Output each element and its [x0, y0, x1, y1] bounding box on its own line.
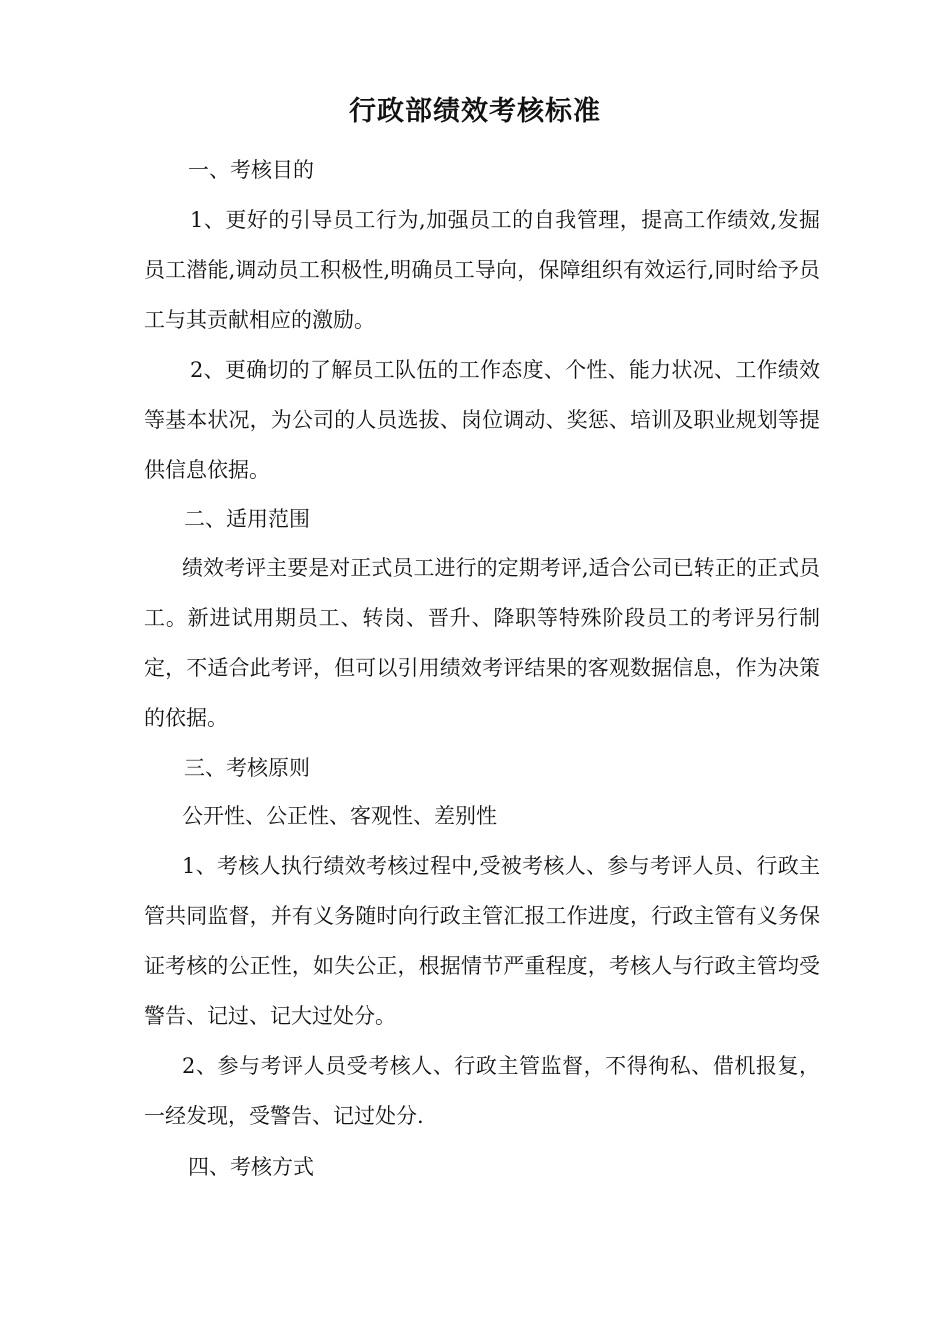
section-heading-method: 四、考核方式 — [188, 1155, 314, 1179]
paragraph-principles-2: 2、参与考评人员受考核人、行政主管监督，不得徇私、借机报复，一经发现，受警告、记过处分. — [144, 1054, 820, 1128]
paragraph-scope-1: 绩效考评主要是对正式员工进行的定期考评,适合公司已转正的正式员工。新进试用期员工、转岗、晋升、降职等特殊阶段员工的考评另行制定，不适合此考评，但可以引用绩效考评结果的客观数据信息，作为决策的依据。 — [144, 556, 820, 730]
paragraph-principles-summary: 公开性、公正性、客观性、差别性 — [182, 804, 497, 828]
paragraph-principles-1: 1、考核人执行绩效考核过程中,受被考核人、参与考评人员、行政主管共同监督，并有义务随时向行政主管汇报工作进度，行政主管有义务保证考核的公正性，如失公正，根据情节严重程度，考核人与行政主管均受警告、记过、记大过处分。 — [144, 854, 820, 1028]
paragraph-purpose-2: 2、更确切的了解员工队伍的工作态度、个性、能力状况、工作绩效等基本状况，为公司的人员选拔、岗位调动、奖惩、培训及职业规划等提供信息依据。 — [144, 358, 820, 482]
section-heading-scope: 二、适用范围 — [184, 507, 310, 531]
document-title: 行政部绩效考核标准 — [349, 96, 601, 127]
section-heading-purpose: 一、考核目的 — [188, 158, 314, 182]
paragraph-purpose-1: 1、更好的引导员工行为,加强员工的自我管理，提高工作绩效,发掘员工潜能,调动员工积极性,明确员工导向，保障组织有效运行,同时给予员工与其贡献相应的激励。 — [144, 208, 820, 332]
section-heading-principles: 三、考核原则 — [184, 756, 310, 780]
